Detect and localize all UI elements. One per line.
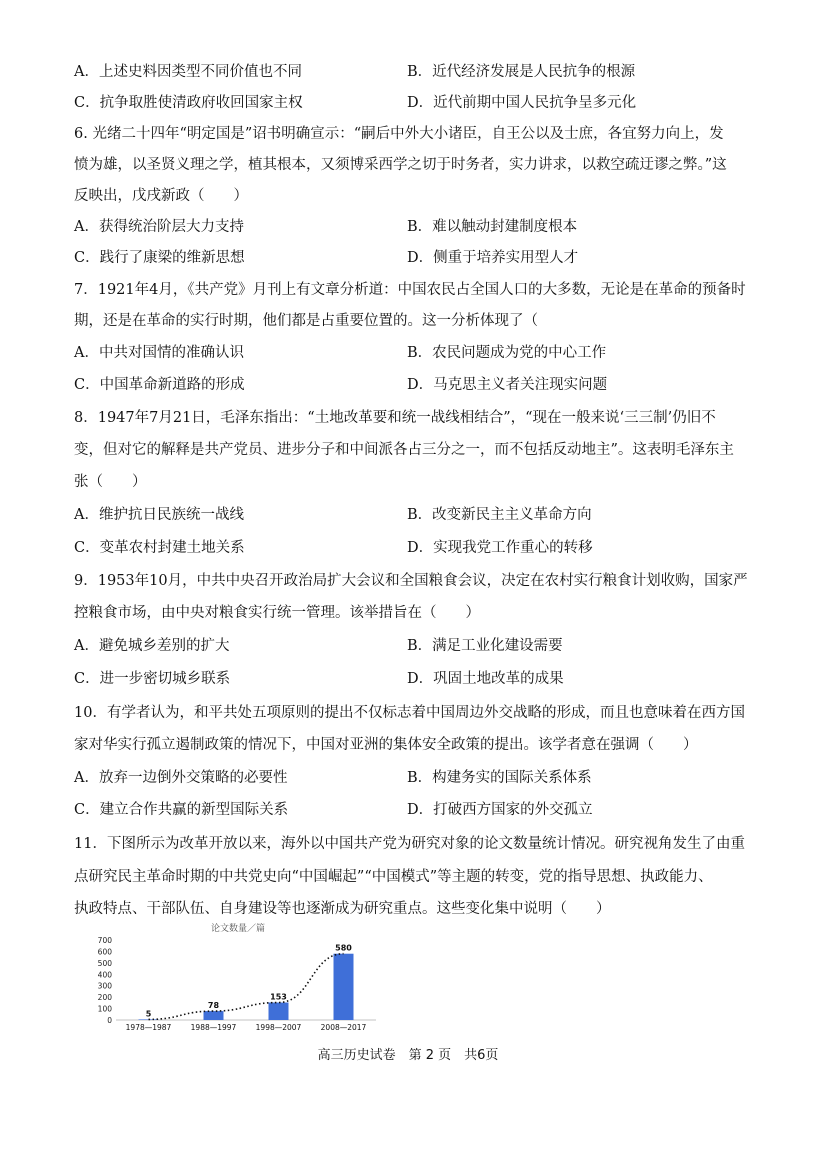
x-tick-label: 1998—2007 [255, 1023, 302, 1032]
x-tick-label: 2008—2017 [320, 1023, 367, 1032]
q9-stem-line2: 控粮食市场，由中央对粮食实行统一管理。该举措旨在（ ） [74, 605, 480, 621]
q10-option-d: D．打破西方国家的外交孤立 [407, 802, 593, 818]
q7-stem-line1: 7．1921年4月，《共产党》月刊上有文章分析道：中国农民占全国人口的大多数，无论是在革命的预备时 [74, 282, 746, 298]
x-tick-label: 1978—1987 [125, 1023, 172, 1032]
q11-stem-line3: 执政特点、干部队伍、自身建设等也逐渐成为研究重点。这些变化集中说明（ ） [74, 901, 611, 917]
q6-option-a: A．获得统治阶层大力支持 [74, 219, 244, 235]
q6-option-b: B．难以触动封建制度根本 [407, 219, 578, 235]
q6-stem-line3: 反映出，戊戌新政（ ） [74, 188, 248, 204]
q8-stem-line3: 张（ ） [74, 474, 147, 490]
q5-option-d: D．近代前期中国人民抗争呈多元化 [407, 95, 637, 111]
q8-option-a: A．维护抗日民族统一战线 [74, 507, 244, 523]
q7-option-b: B．农民问题成为党的中心工作 [407, 345, 607, 361]
q10-option-b: B．构建务实的国际关系体系 [407, 770, 592, 786]
y-tick-label: 100 [97, 1004, 112, 1014]
bar-1978—1987 [139, 1019, 159, 1020]
y-tick-label: 400 [97, 970, 112, 980]
q9-option-c: C．进一步密切城乡联系 [74, 671, 231, 687]
q11-stem-line2: 点研究民主革命时期的中共党史向“中国崛起”“中国模式”等主题的转变，党的指导思想、执政能力、 [74, 869, 713, 885]
bar-2008—2017 [334, 954, 354, 1020]
data-label: 78 [207, 1001, 220, 1011]
q6-option-d: D．侧重于培养实用型人才 [407, 250, 579, 266]
bar-1988—1997 [204, 1011, 224, 1020]
paper-count-chart [86, 922, 386, 1034]
q6-option-c: C．践行了康梁的维新思想 [74, 250, 245, 266]
q8-option-c: C．变革农村封建土地关系 [74, 540, 245, 556]
q7-stem-line2: 期，还是在革命的实行时期，他们都是占重要位置的。这一分析体现了（ [74, 313, 538, 329]
q10-stem-line1: 10．有学者认为，和平共处五项原则的提出不仅标志着中国周边外交战略的形成，而且也意味着在西方国 [74, 705, 745, 721]
q8-option-b: B．改变新民主主义革命方向 [407, 507, 592, 523]
q9-stem-line1: 9．1953年10月，中共中央召开政治局扩大会议和全国粮食会议，决定在农村实行粮食计划收购，国家严 [74, 573, 748, 589]
q7-option-d: D．马克思主义者关注现实问题 [407, 377, 608, 393]
y-tick-label: 500 [97, 958, 112, 968]
q9-option-b: B．满足工业化建设需要 [407, 638, 563, 654]
q10-stem-line2: 家对华实行孤立遏制政策的情况下，中国对亚洲的集体安全政策的提出。该学者意在强调（ ） [74, 737, 698, 753]
paper-count-chart-svg [86, 922, 386, 1034]
q6-stem-line2: 愤为雄，以圣贤义理之学，植其根本，又须博采西学之切于时务者，实力讲求，以救空疏迂谬之弊。”这 [74, 157, 727, 173]
q5-option-b: B．近代经济发展是人民抗争的根源 [407, 64, 636, 80]
x-tick-label: 1988—1997 [190, 1023, 237, 1032]
q8-stem-line2: 变，但对它的解释是共产党员、进步分子和中间派各占三分之一，而不包括反动地主”。这表明毛泽东主 [74, 442, 734, 458]
data-label: 153 [270, 992, 287, 1002]
y-tick-label: 300 [97, 981, 112, 991]
q9-option-d: D．巩固土地改革的成果 [407, 671, 564, 687]
q10-option-a: A．放弃一边倒外交策略的必要性 [74, 770, 288, 786]
chart-title: 论文数量／篇 [210, 924, 266, 934]
y-tick-label: 700 [97, 936, 112, 945]
q7-option-a: A．中共对国情的准确认识 [74, 345, 244, 361]
trend-line [149, 954, 344, 1020]
y-tick-label: 0 [107, 1016, 112, 1025]
data-label: 580 [335, 943, 352, 953]
q9-option-a: A．避免城乡差别的扩大 [74, 638, 230, 654]
q8-stem-line1: 8．1947年7月21日，毛泽东指出：“土地改革要和统一战线相结合”，“现在一般来说‘三三制’仍旧不 [74, 410, 716, 426]
q10-option-c: C．建立合作共赢的新型国际关系 [74, 802, 289, 818]
q11-stem-line1: 11．下图所示为改革开放以来，海外以中国共产党为研究对象的论文数量统计情况。研究视角发生了由重 [74, 836, 745, 852]
q5-option-c: C．抗争取胜使清政府收回国家主权 [74, 95, 303, 111]
q8-option-d: D．实现我党工作重心的转移 [407, 540, 593, 556]
q6-stem-line1: 6. 光绪二十四年“明定国是”诏书明确宣示：“嗣后中外大小诸臣，自王公以及士庶，各宜努力向上，发 [74, 126, 724, 142]
q7-option-c: C．中国革命新道路的形成 [74, 377, 245, 393]
y-tick-label: 600 [97, 947, 112, 957]
bar-1998—2007 [269, 1003, 289, 1020]
q5-option-a: A．上述史料因类型不同价值也不同 [74, 64, 302, 80]
page-footer: 高三历史试卷 第 2 页 共6页 [317, 1048, 499, 1063]
data-label: 5 [145, 1009, 152, 1019]
y-tick-label: 200 [97, 993, 112, 1003]
